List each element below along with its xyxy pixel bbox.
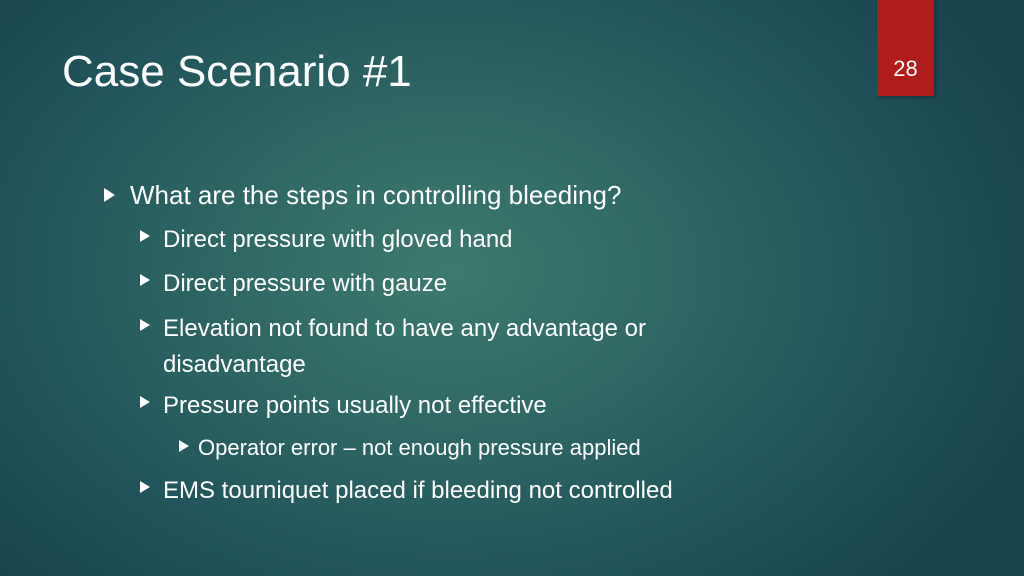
bullet-level2-gloved-hand xyxy=(163,222,513,258)
triangle-right-icon xyxy=(140,274,150,286)
triangle-right-icon xyxy=(104,188,115,202)
bullet-text: Pressure points usually not effective xyxy=(163,392,547,419)
triangle-right-icon xyxy=(140,481,150,493)
bullet-text: EMS tourniquet placed if bleeding not controlled xyxy=(163,477,673,504)
bullet-level2-tourniquet xyxy=(163,473,673,509)
triangle-right-icon xyxy=(140,319,150,331)
slide-title: Case Scenario #1 xyxy=(62,47,412,96)
triangle-right-icon xyxy=(140,396,150,408)
bullet-level3-operator-error xyxy=(198,433,641,463)
slide-number-badge xyxy=(877,0,934,96)
bullet-text: Direct pressure with gauze xyxy=(163,270,448,297)
bullet-text: Operator error – not enough pressure applied xyxy=(198,435,641,460)
bullet-text-line1: Elevation not found to have any advantage or xyxy=(163,315,647,342)
bullet-level2-pressure-points xyxy=(163,388,547,424)
bullet-text: What are the steps in controlling bleeding? xyxy=(130,180,622,210)
bullet-level2-elevation xyxy=(163,311,646,383)
bullet-level2-gauze xyxy=(163,266,447,302)
slide-number: 28 xyxy=(893,56,918,81)
triangle-right-icon xyxy=(140,230,150,242)
bullet-text-line2: disadvantage xyxy=(163,351,306,378)
triangle-right-icon xyxy=(179,440,189,452)
bullet-level1-steps-question xyxy=(130,179,621,211)
bullet-text: Direct pressure with gloved hand xyxy=(163,226,513,253)
